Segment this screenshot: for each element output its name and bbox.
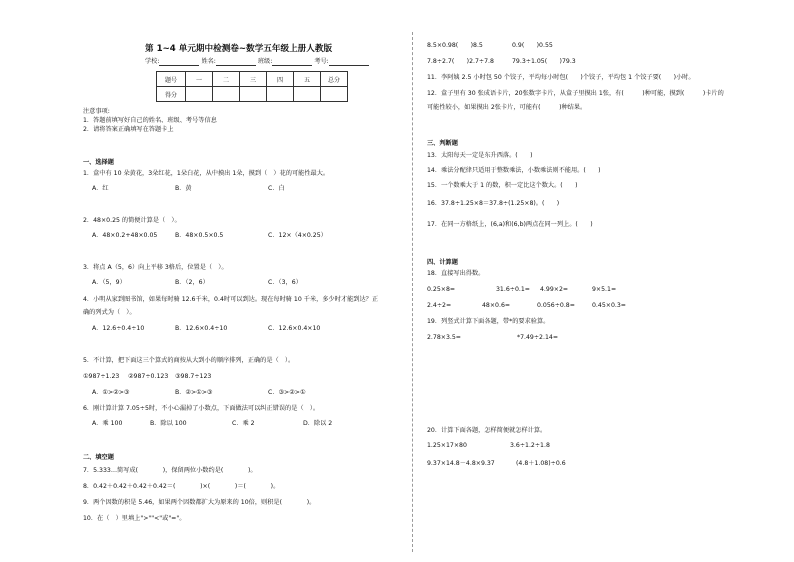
question-16: 16．37.8÷1.25×8＝37.8÷(1.25×8)。( ) [427,200,560,207]
expression: ②987÷0.123 [128,373,169,380]
question-17: 17．在同一方格纸上，(6,a)和(6,b)两点在同一列上。( ) [427,221,593,228]
section-calc-title: 四、计算题 [427,259,458,266]
option[interactable]: C．白 [268,185,285,192]
score-table-score-row [157,87,348,102]
option[interactable]: C．12×（4×0.25） [268,232,327,239]
simplify-calc: (4.8＋1.08)÷0.6 [516,460,566,467]
question-19: 19．列竖式计算下面各题，带*的要求验算。 [427,318,550,325]
question-6: 6．刚计算计算 7.05÷5时，不小心漏掉了小数点，下面做法可以纠正错误的是（ ）。 [83,405,320,412]
vertical-calc: *7.49÷2.14= [517,334,559,341]
section-choice-title: 一、选择题 [83,159,114,166]
option[interactable]: B．12.6×0.4÷10 [175,325,228,332]
question-4-cont: 确的列式为（ ）。 [83,309,136,316]
question-13: 13．太阳每天一定是东升西落。( ) [427,152,533,159]
note-item: 2．请将答案正确填写在答题卡上 [83,126,174,133]
score-input-cell[interactable] [321,87,348,102]
option[interactable]: A．①>②>③ [92,389,130,396]
compare-item: 8.5×0.98( )8.5 [427,42,483,49]
option[interactable]: B．48×0.5×0.5 [175,232,224,239]
question-15: 15．一个数乘大于 1 的数，积一定比这个数大。( ) [427,182,578,189]
class-field[interactable] [272,58,312,66]
section-judge-title: 三、判断题 [427,140,458,147]
calc-item: 48×0.6= [482,302,511,309]
option[interactable]: C．乘 2 [232,420,255,427]
score-input-cell[interactable] [294,87,321,102]
question-14: 14．乘法分配律只适用于整数乘法，小数乘法则不能用。( ) [427,167,601,174]
option[interactable]: C．③>②>① [268,389,306,396]
option[interactable]: A．乘 100 [92,420,123,427]
option[interactable]: A．红 [92,185,109,192]
simplify-calc: 9.37×14.8－4.8×9.37 [427,460,495,467]
score-cell: 二 [213,72,240,87]
score-input-cell[interactable] [213,87,240,102]
exam-number-field[interactable] [329,58,369,66]
option[interactable]: B．②>①>③ [175,389,213,396]
score-row-label: 得分 [157,87,186,102]
option[interactable]: B．除以 100 [150,420,187,427]
option[interactable]: C．12.6×0.4×10 [268,325,321,332]
notes-title: 注意事项: [83,108,110,115]
option[interactable]: A．48×0.2+48×0.05 [92,232,158,239]
calc-item: 2.4÷2= [427,302,452,309]
question-18: 18．直接写出得数。 [427,270,485,277]
score-cell: 题号 [157,72,186,87]
score-cell: 四 [267,72,294,87]
name-field[interactable] [216,58,256,66]
simplify-calc: 1.25×17×80 [427,442,467,449]
question-3: 3．将点 A（5，6）向上平移 3格后，位置是（ ）。 [83,264,228,271]
school-field[interactable] [159,58,199,66]
score-input-cell[interactable] [240,87,267,102]
calc-item: 0.056÷0.8= [537,302,575,309]
calc-item: 9×5.1= [592,286,617,293]
option[interactable]: A．（5，9） [92,279,126,286]
option[interactable]: D．除以 2 [303,420,333,427]
question-4: 4．小明从家到图书馆，如果每时骑 12.6千米，0.4时可以到达。现在每时骑 10 千米，多少时才能到达？正 [83,296,379,303]
question-10: 10．在（ ）里填上">""<"或"="。 [83,515,186,522]
question-8: 8．0.42＋0.42＋0.42＋0.42＝( )×( )＝( )。 [83,483,280,490]
expression: ①987÷1.23 [83,373,120,380]
score-input-cell[interactable] [186,87,213,102]
option[interactable]: A．12.6÷0.4÷10 [92,325,145,332]
expression: ③98.7÷123 [175,373,212,380]
score-table [156,71,348,102]
name-label: 姓名: [201,58,216,65]
question-1: 1．盒中有 10 朵黄花，3朵红花，1朵白花，从中摸出 1朵，摸到（ ）花的可能性最大。 [83,170,330,177]
option[interactable]: B．黄 [175,185,192,192]
column-divider [412,32,413,552]
calc-item: 0.25×8= [427,286,456,293]
school-label: 学校: [145,58,160,65]
exam-number-label: 考号: [314,58,329,65]
question-12-cont: 可能性较小，如果摸出 2张卡片，可能有( )种结果。 [427,104,587,111]
calc-item: 4.99×2= [540,286,569,293]
question-9: 9．两个因数的积是 5.46，如果两个因数都扩大为原来的 10倍，则积是( )。 [83,499,316,506]
page-title: 第 1~4 单元期中检测卷~数学五年级上册人教版 [145,44,333,54]
question-7: 7．5.333…简写成( )，保留两位小数约是( )。 [83,467,257,474]
calc-item: 0.45×0.3= [592,302,626,309]
note-item: 1．答题前填写好自己的姓名、班级、考号等信息 [83,117,217,124]
score-input-cell[interactable] [267,87,294,102]
class-label: 班级: [257,58,273,65]
score-cell: 一 [186,72,213,87]
section-fill-title: 二、填空题 [83,454,114,461]
score-table-header-row [157,72,348,87]
question-2: 2．48×0.25 的简便计算是（ ）。 [83,217,181,224]
question-12: 12．盒子里有 30 张成语卡片，20张数字卡片，从盒子里摸出 1张，有( )种可能，摸到( )卡片的 [427,90,724,97]
vertical-calc: 2.78×3.5= [427,334,461,341]
score-cell: 三 [240,72,267,87]
compare-item: 7.8÷2.7( )2.7÷7.8 [427,58,494,65]
score-cell: 总分 [321,72,348,87]
simplify-calc: 3.6÷1.2÷1.8 [510,442,550,449]
compare-item: 0.9( )0.55 [512,42,553,49]
question-5: 5．不计算，把下面这三个算式的商按从大到小的顺序排列，正确的是（ ）。 [83,357,295,364]
option[interactable]: B．（2，6） [175,279,209,286]
score-cell: 五 [294,72,321,87]
option[interactable]: C．（3，6） [268,279,302,286]
header-fields [145,58,369,66]
compare-item: 79.3÷1.05( )79.3 [512,58,576,65]
question-20: 20．计算下面各题，怎样简便就怎样计算。 [427,427,547,434]
question-11: 11．李阿姨 2.5 小时包 50 个饺子，平均每小时包( )个饺子，平均包 1 个饺子要( )小时。 [427,74,695,81]
calc-item: 31.6÷0.1= [496,286,530,293]
